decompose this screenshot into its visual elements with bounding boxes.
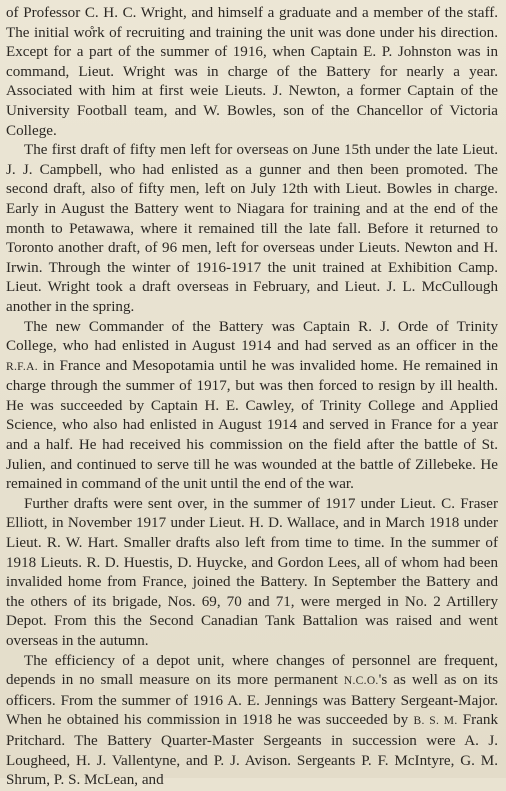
paragraph-5-text-a: The efficiency of a depot unit, where changes of personnel are frequent, depends in no small measure on its more permanent (6, 652, 498, 689)
paragraph-5 (6, 652, 498, 791)
paragraph-1-text: of Professor C. H. C. Wright, and himself a graduate and a member of the staff. The initial wo̊rk of recruiting and training the unit was done under his direction. Except for a part of the summer of 1916, when Captain E. P. Johnston was in command, Lieut. Wright was in charge of the Battery for nearly a year. Associated with him at first weie Lieuts. J. Newton, a former Captain of the University Football team, and W. Bowles, son of the Chancellor of Victoria College. (6, 5, 498, 139)
paragraph-5-text-c: Frank Pritchard. The Battery Quarter-Master Sergeants in succession were A. J. Lougheed, H. J. Vallentyne, and P. J. Avison. Sergeants P. F. McIntyre, G. M. Shrum, P. S. McLean, and (6, 712, 498, 789)
paragraph-5-smallcaps-bsm: B. S. M. (413, 715, 458, 728)
paragraph-5-text-b: 's as well as on its officers. From the summer of 1916 A. E. Jennings was Battery Sergeant-Major. When he obtained his commission in 1918 he was succeeded by (6, 672, 498, 729)
paragraph-4 (6, 495, 498, 652)
paragraph-3-text-a: The new Commander of the Battery was Captain R. J. Orde of Trinity College, who had enlisted in August 1914 and had served as an officer in the (6, 318, 498, 355)
paragraph-3-smallcaps-rfa: R.F.A. (6, 360, 38, 373)
paragraph-2 (6, 141, 498, 317)
paragraph-5-smallcaps-nco: N.C.O. (343, 675, 379, 688)
paragraph-4-text: Further drafts were sent over, in the summer of 1917 under Lieut. C. Fraser Elliott, in November 1917 under Lieut. H. D. Wallace, and in March 1918 under Lieut. R. W. Hart. Smaller drafts also left from time to time. In the summer of 1918 Lieuts. R. D. Huestis, D. Huycke, and Gordon Lees, all of whom had been invalided home from France, joined the Battery. In September the Battery and the others of its brigade, Nos. 69, 70 and 71, were merged in No. 2 Artillery Depot. From this the Second Canadian Tank Battalion was raised and went overseas in the autumn. (6, 495, 498, 649)
paragraph-1 (6, 4, 498, 141)
paragraph-3 (6, 318, 498, 495)
paragraph-2-text: The first draft of fifty men left for overseas on June 15th under the late Lieut. J. J. Campbell, who had enlisted as a gunner and then been promoted. The second draft, also of fifty men, left on July 12th with Lieut. Bowles in charge. Early in August the Battery went to Niagara for training and at the end of the month to Petawawa, where it remained till the late fall. Before it returned to Toronto another draft, of 96 men, left for overseas under Lieuts. Newton and H. Irwin. Through the winter of 1916-1917 the unit trained at Exhibition Camp. Lieut. Wright took a draft overseas in February, and Lieut. J. L. McCullough another in the spring. (6, 142, 498, 315)
paragraph-3-text-b: in France and Mesopotamia until he was invalided home. He remained in charge through the summer of 1917, but was then forced to resign by ill health. He was succeeded by Captain H. E. Cawley, of Trinity College and Applied Science, who also had enlisted in August 1914 and served in France for a year and a half. He had received his commission on the field after the battle of St. Julien, and continued to serve till he was wounded at the battle of Zillebeke. He remained in command of the unit until the end of the war. (6, 357, 498, 493)
